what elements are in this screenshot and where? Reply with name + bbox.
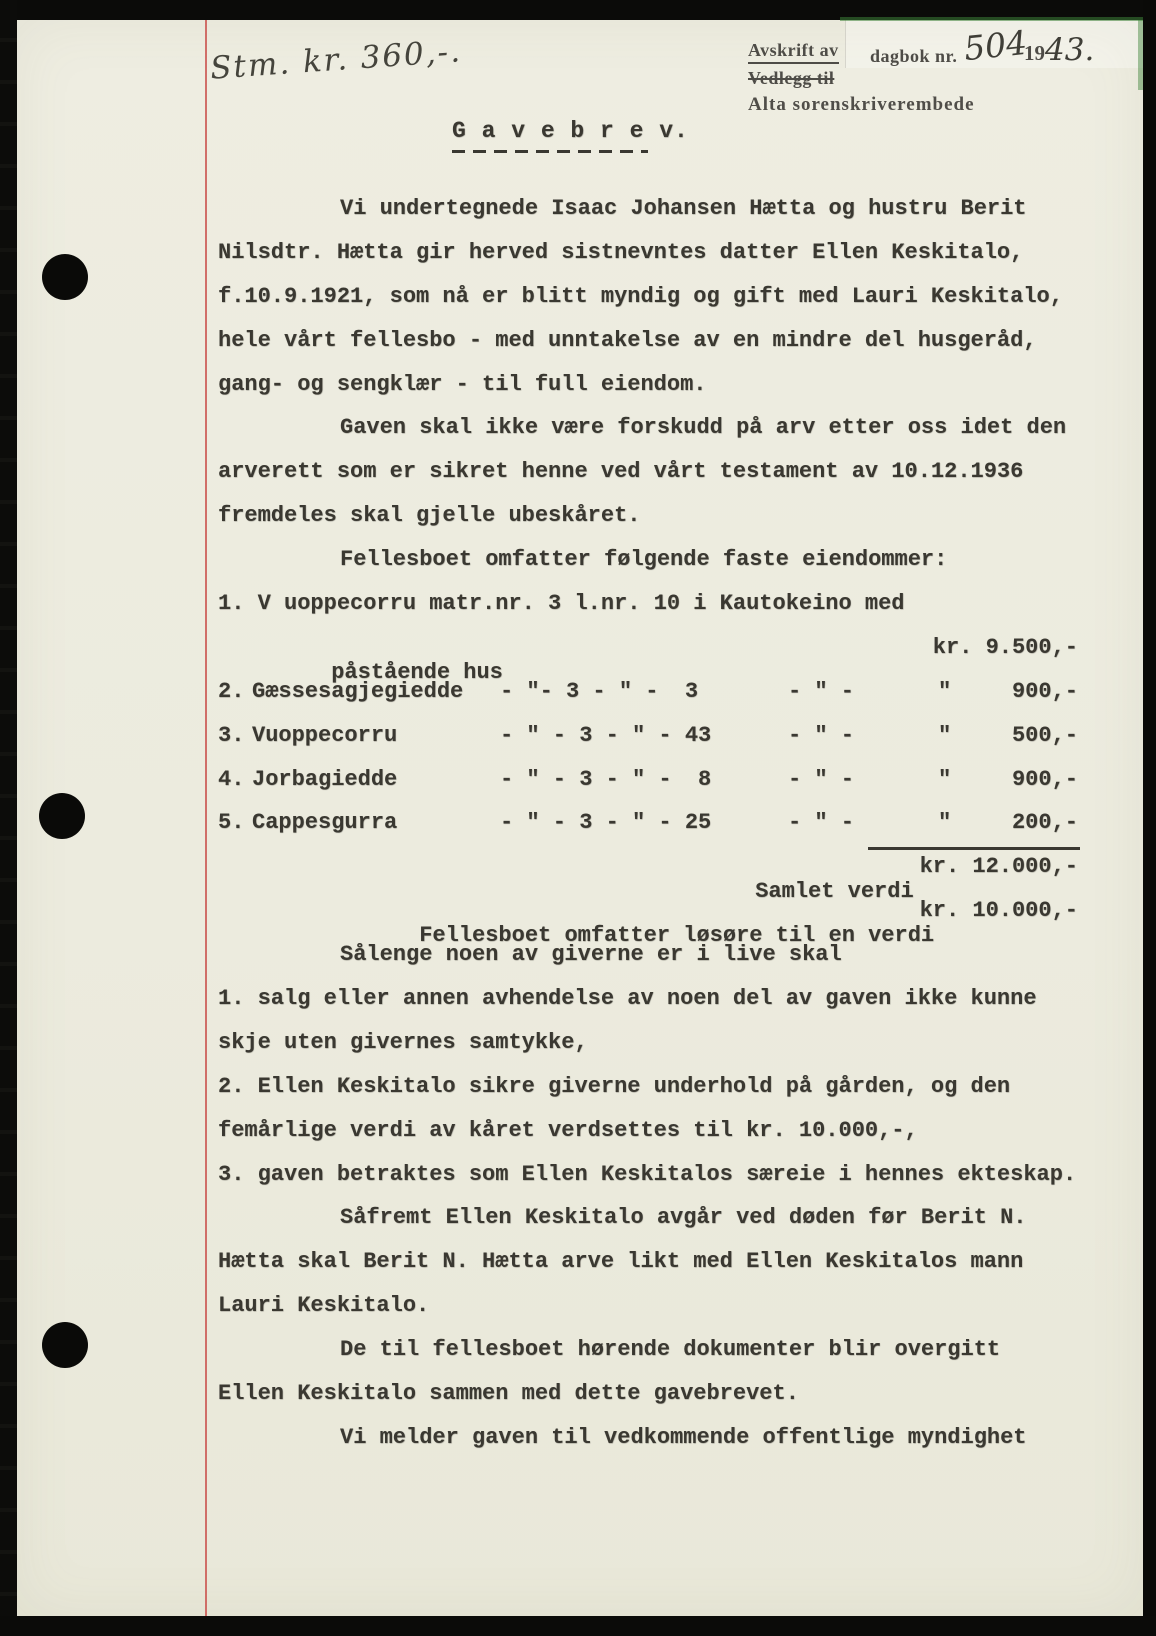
body-line: 2. Ellen Keskitalo sikre giverne underhold på gården, og den [218,1073,1011,1099]
body-line: Hætta skal Berit N. Hætta arve likt med Ellen Keskitalos mann [218,1249,1024,1275]
property-1-amount: kr. 9.500,- [932,634,1078,660]
body-line: hele vårt fellesbo - med unntakelse av en mindre del husgeråd, [218,327,1037,353]
body-line: fremdeles skal gjelle ubeskåret. [218,503,641,529]
stamp-journal-number: 504 [962,22,1029,69]
scan-artifact-green-top [840,17,1143,21]
stamp-office-label: Alta sorenskriverembede [748,94,975,115]
title-underline [452,150,648,153]
punch-hole-1 [42,254,88,300]
body-line: skje uten givernes samtykke, [218,1029,588,1055]
punch-hole-3 [42,1322,88,1368]
property-row-name: Vuoppecorru [252,722,398,748]
property-row-matr: - " - 3 - " - 25 [500,810,712,836]
body-line: arverett som er sikret henne ved vårt testament av 10.12.1936 [218,459,1024,485]
property-row-number: 2. [218,678,245,704]
scan-edge-bottom [0,1616,1156,1636]
body-line: 1. salg eller annen avhendelse av noen del av gaven ikke kunne [218,986,1037,1012]
body-line: De til fellesboet hørende dokumenter blir overgitt [340,1337,1001,1363]
property-row-matr: - " - 3 - " - 43 [500,722,712,748]
property-row-ditto: - " - [788,678,855,704]
body-line: Ellen Keskitalo sammen med dette gavebrevet. [218,1381,799,1407]
property-row-kr-ditto: " [938,766,952,792]
property-intro-line: 1. V uoppecorru matr.nr. 3 l.nr. 10 i Kautokeino med [218,591,905,617]
property-row-amount-group [938,767,1078,811]
property-row [218,679,1090,723]
movables-line [218,898,1090,949]
property-row [218,810,1090,854]
property-row-name: Gæssesagjegiedde [252,678,464,704]
body-line: Lauri Keskitalo. [218,1293,430,1319]
stamp-year-handwritten: 43. [1045,32,1095,68]
punch-hole-2 [39,793,85,839]
property-1-label: påstående hus [331,659,503,685]
total-line [218,854,1090,905]
property-row-amount-group [938,723,1078,767]
margin-line [205,20,207,1616]
body-line: Såfremt Ellen Keskitalo avgår ved døden før Berit N. [340,1205,1027,1231]
handwritten-fee-note: Stm. kr. 360,-. [209,33,464,87]
property-row-name: Jorbagiedde [252,766,398,792]
property-row-name: Cappesgurra [252,810,398,836]
property-intro-line-2 [218,634,1090,685]
total-label: Samlet verdi [755,879,914,905]
body-top-lines [218,196,1090,591]
property-row-number: 4. [218,766,245,792]
body-bottom-lines [218,942,1090,1469]
movables-amount: kr. 10.000,- [919,898,1078,924]
body-line: f.10.9.1921, som nå er blitt myndig og gift med Lauri Keskitalo, [218,283,1063,309]
body-line: gang- og sengklær - til full eiendom. [218,371,707,397]
document-title: G a v e b r e v. [452,118,689,144]
property-row-amount-group [938,679,1078,723]
body-line: Sålenge noen av giverne er i live skal [340,942,842,968]
registry-stamp-block [748,22,1148,120]
property-row-ditto: - " - [788,722,855,748]
property-row-ditto: - " - [788,810,855,836]
total-amount: kr. 12.000,- [919,854,1078,880]
stamp-dagbok-label: dagbok nr. [870,46,958,66]
property-row-amount: 500,- [1011,722,1078,748]
property-row [218,723,1090,767]
stamp-avskrift-label: Avskrift av [748,40,839,64]
document-body [218,196,1090,1469]
property-row-kr-ditto: " [938,722,952,748]
property-row-amount: 200,- [1011,810,1078,836]
body-line: Gaven skal ikke være forskudd på arv etter oss idet den [340,415,1067,441]
movables-label: Fellesboet omfatter løsøre til en verdi [419,923,935,949]
property-row [218,767,1090,811]
property-row-kr-ditto: " [938,810,952,836]
body-line: Nilsdtr. Hætta gir herved sistnevntes datter Ellen Keskitalo, [218,239,1024,265]
property-row-matr: - " - 3 - " - 8 [500,766,712,792]
body-line: Fellesboet omfatter følgende faste eiendommer: [340,547,948,573]
body-line: Vi melder gaven til vedkommende offentlige myndighet [340,1424,1027,1450]
body-line: 3. gaven betraktes som Ellen Keskitalos særeie i hennes ekteskap. [218,1161,1077,1187]
property-row-kr-ditto: " [938,678,952,704]
stamp-year [1024,32,1094,68]
property-row-ditto: - " - [788,766,855,792]
property-row-matr: - "- 3 - " - 3 [500,678,699,704]
property-row-number: 3. [218,722,245,748]
property-row-number: 5. [218,810,245,836]
sum-underline [868,847,1080,850]
body-line: Vi undertegnede Isaac Johansen Hætta og hustru Berit [340,196,1027,221]
property-row-amount: 900,- [1011,766,1078,792]
stamp-vedlegg-struck-label: Vedlegg til [748,68,835,88]
property-row-amount: 900,- [1011,678,1078,704]
scan-edge-left [0,0,17,1636]
scan-edge-right [1143,0,1156,1636]
body-line: femårlige verdi av kåret verdsettes til kr. 10.000,-, [218,1117,918,1143]
stamp-year-printed: 19 [1024,41,1045,65]
property-rows [218,679,1090,855]
